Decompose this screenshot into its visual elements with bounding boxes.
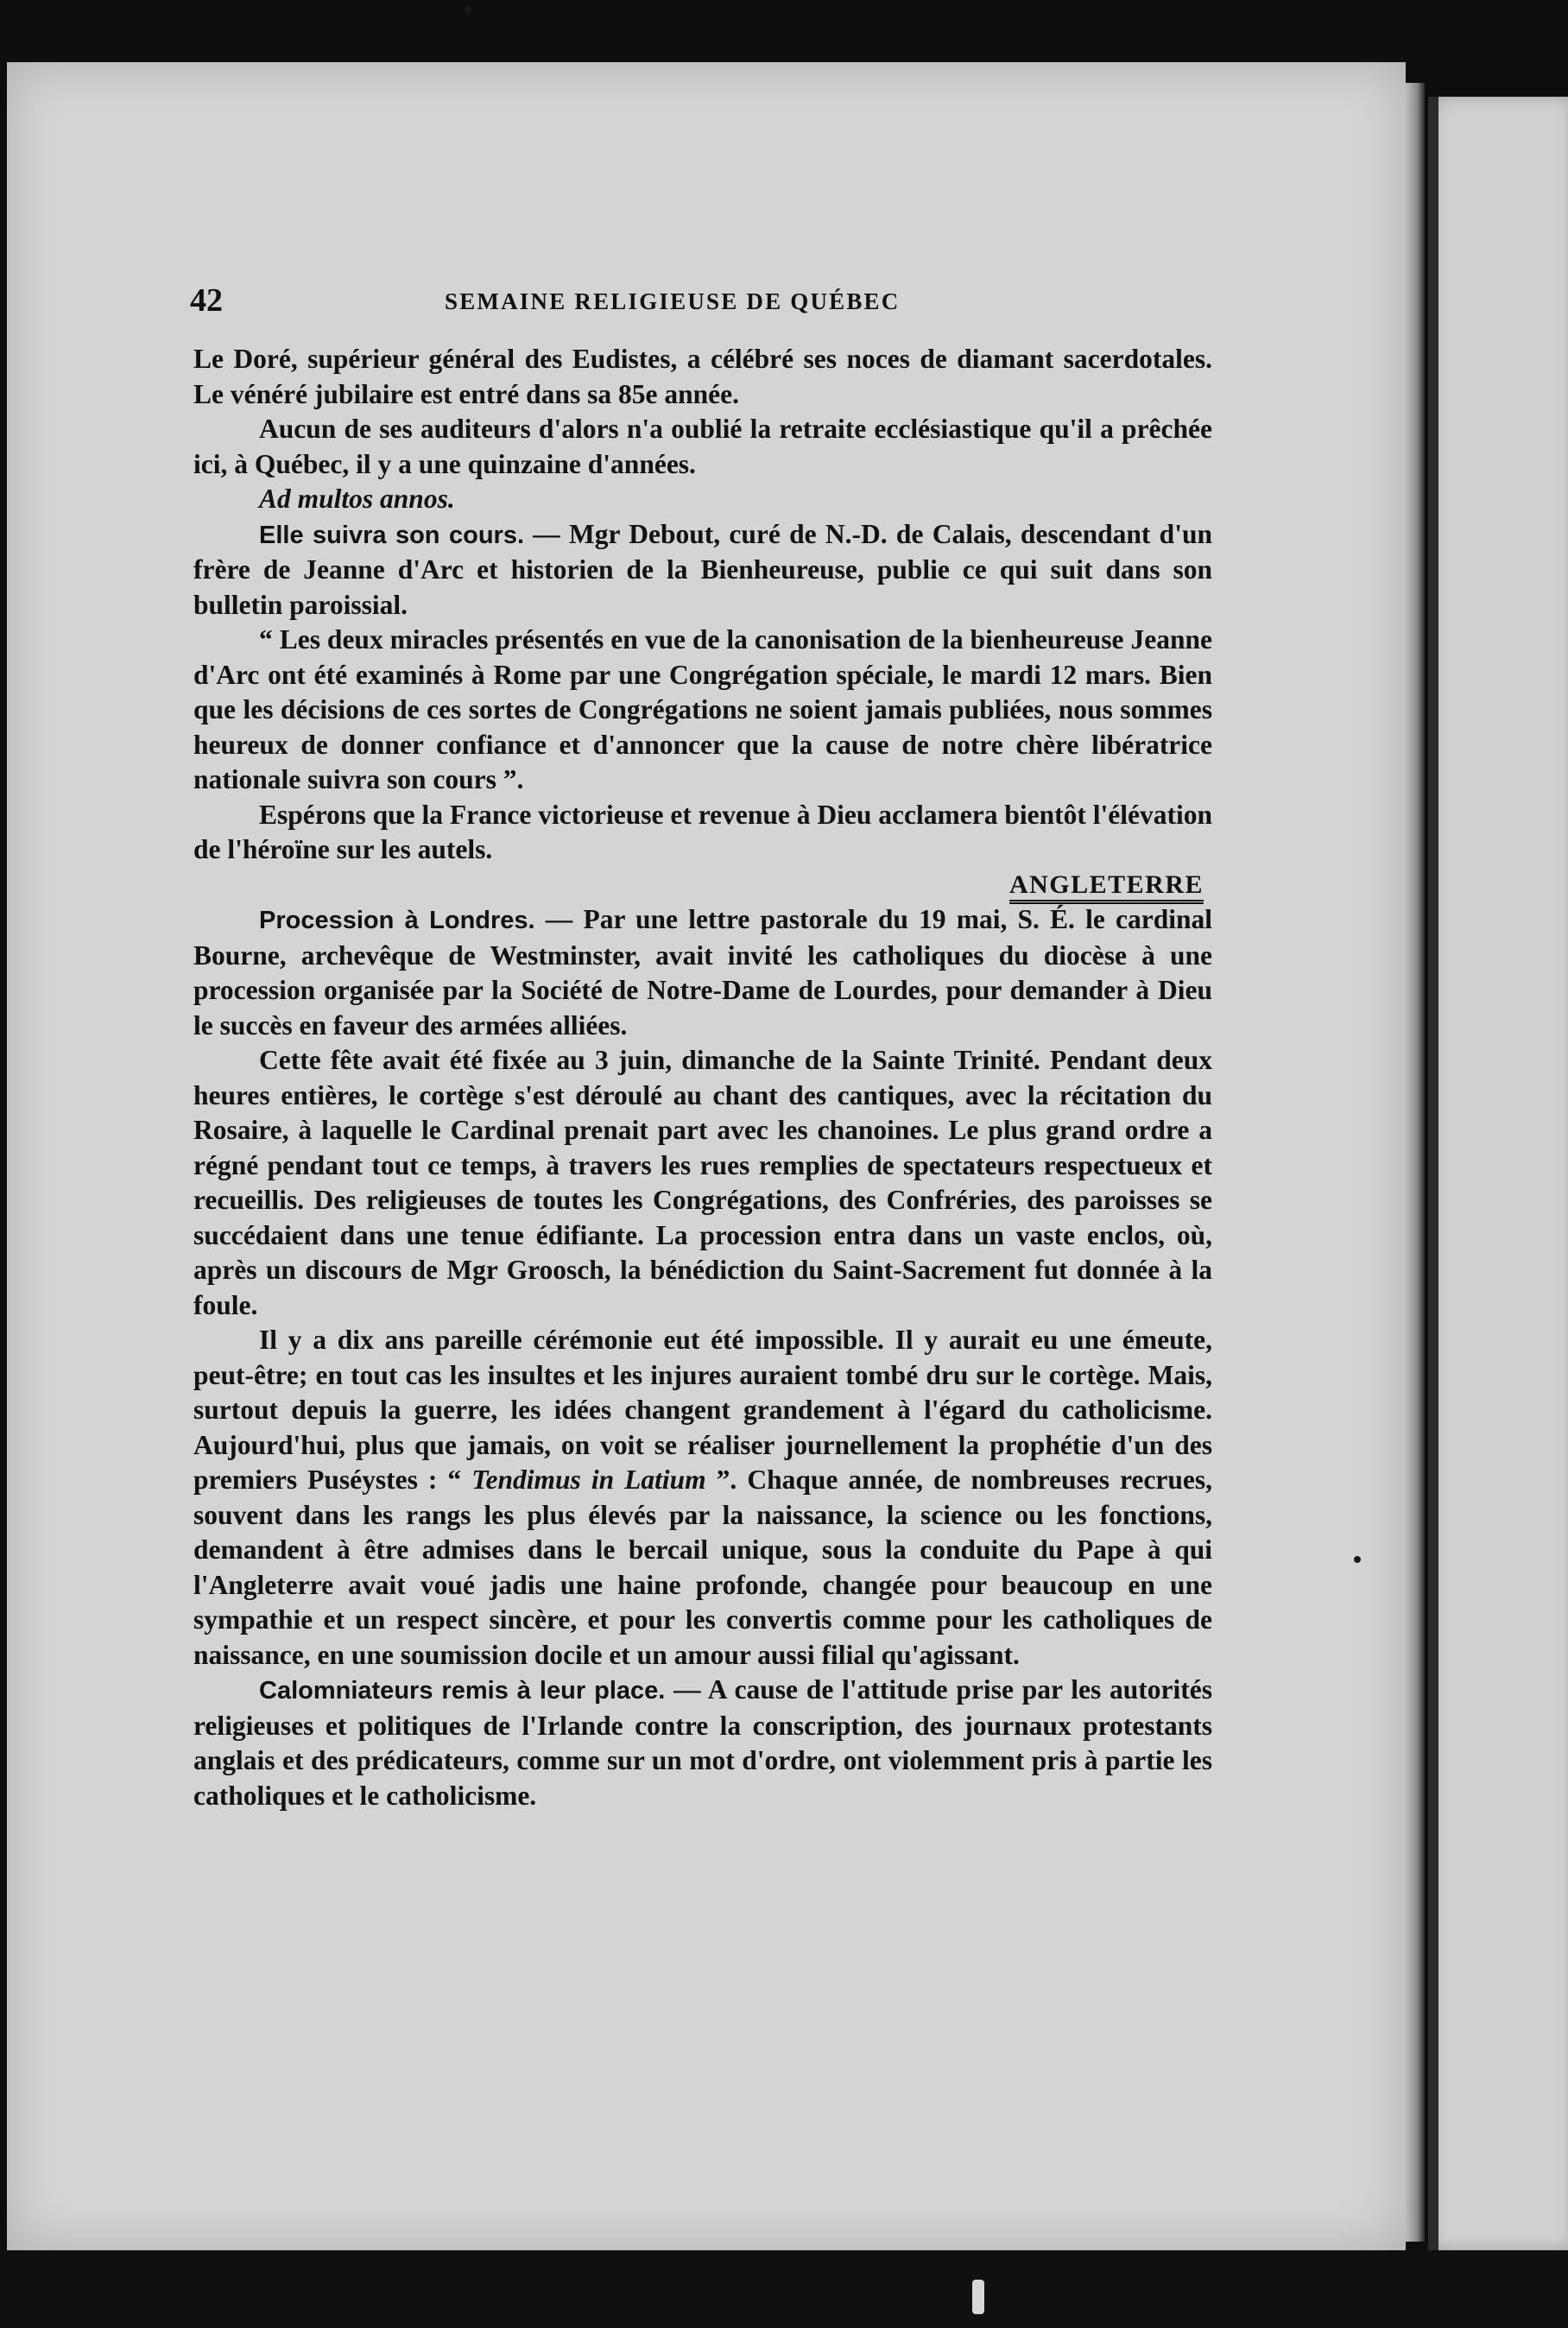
paragraph xyxy=(193,902,1212,1043)
scan-speck xyxy=(1354,1556,1361,1563)
page-number: 42 xyxy=(190,282,223,319)
runin-heading: Elle suivra son cours. xyxy=(259,521,524,549)
paragraph xyxy=(193,517,1212,623)
scan-bottom-margin xyxy=(0,2250,1568,2328)
latin-quote: Tendimus in Latium xyxy=(471,1464,706,1495)
paragraph-text: ”. Chaque année, de nombreuses recrues, souvent dans les rangs les plus élevés par la naissance, la science ou les fonctions, demandent à être admises dans le bercail unique, sous la conduite du Pape à qui l'Angleterre avait voué jadis une haine profonde, changée pour beaucoup en une sympathie et un respect sincère, et pour les convertis comme pour les catholiques de naissance, en une soumission docile et un amour aussi filial qu'agissant. xyxy=(193,1464,1212,1670)
scan-speck xyxy=(972,2280,984,2314)
paragraph-text: — A cause de l'attitude prise par les autorités religieuses et politiques de l'Irlande contre la conscription, des journaux protestants anglais et des prédicateurs, comme sur un mot d'ordre, ont violemment pris à partie les catholiques et le catholicisme. xyxy=(193,1674,1212,1811)
scan-speck xyxy=(465,5,471,14)
page-header xyxy=(190,275,1217,323)
runin-heading: Calomniateurs remis à leur place. xyxy=(259,1677,666,1705)
adjacent-page xyxy=(1428,97,1568,2250)
paragraph-text: — Par une lettre pastorale du 19 mai, S. É. le cardinal Bourne, archevêque de Westminster, avait invité les catholiques du diocèse à une procession organisée par la Société de Notre-Dame de Lourdes, pour demander à Dieu le succès en faveur des armées alliées. xyxy=(193,904,1212,1041)
paragraph: Ad multos annos. xyxy=(259,484,455,514)
page-edge xyxy=(1406,83,1425,2242)
paragraph: Espérons que la France victorieuse et revenue à Dieu acclamera bientôt l'élévation de l'héroïne sur les autels. xyxy=(193,799,1212,864)
paragraph: “ Les deux miracles présentés en vue de la canonisation de la bienheureuse Jeanne d'Arc ont été examinés à Rome par une Congrégation spéciale, le mardi 12 mars. Bien que les décisions de ces sortes de Congrégations ne soient jamais publiées, nous sommes heureux de donner confiance et d'annoncer que la cause de notre chère libératrice nationale suivra son cours ”. xyxy=(193,624,1212,794)
paragraph xyxy=(193,1673,1212,1813)
paragraph-text: — Mgr Debout, curé de N.-D. de Calais, descendant d'un frère de Jeanne d'Arc et historien de la Bienheureuse, publie ce qui suit dans son bulletin paroissial. xyxy=(193,518,1212,620)
paragraph: Aucun de ses auditeurs d'alors n'a oublié la retraite ecclésiastique qu'il a prêchée ici, à Québec, il y a une quinzaine d'années. xyxy=(193,414,1212,479)
paragraph xyxy=(193,1323,1212,1673)
article-body xyxy=(193,342,1212,1813)
running-title: SEMAINE RELIGIEUSE DE QUÉBEC xyxy=(445,288,901,314)
paragraph: Cette fête avait été fixée au 3 juin, dimanche de la Sainte Trinité. Pendant deux heures entières, le cortège s'est déroulé au chant des cantiques, avec la récitation du Rosaire, à laquelle le Cardinal prenait part avec les chanoines. Le plus grand ordre a régné pendant tout ce temps, à travers les rues remplies de spectateurs respectueux et recueillis. Des religieuses de toutes les Congrégations, des Confréries, des paroisses se succédaient dans une tenue édifiante. La procession entra dans un vaste enclos, où, après un discours de Mgr Groosch, la bénédiction du Saint-Sacrement fut donnée à la foule. xyxy=(193,1045,1212,1320)
paragraph-text: Il y a dix ans pareille cérémonie eut été impossible. Il y aurait eu une émeute, peut-être; en tout cas les insultes et les injures auraient tombé dru sur le cortège. Mais, surtout depuis la guerre, les idées changent grandement à l'égard du catholicisme. Aujourd'hui, plus que jamais, on voit se réaliser journellement la prophétie d'un des premiers Puséystes : “ xyxy=(193,1325,1212,1495)
paragraph: Le Doré, supérieur général des Eudistes, a célébré ses noces de diamant sacerdotales. Le vénéré jubilaire est entré dans sa 85e année. xyxy=(193,344,1212,409)
section-heading: ANGLETERRE xyxy=(193,868,1212,903)
scan-top-margin xyxy=(0,0,1568,62)
runin-heading: Procession à Londres. xyxy=(259,907,535,934)
